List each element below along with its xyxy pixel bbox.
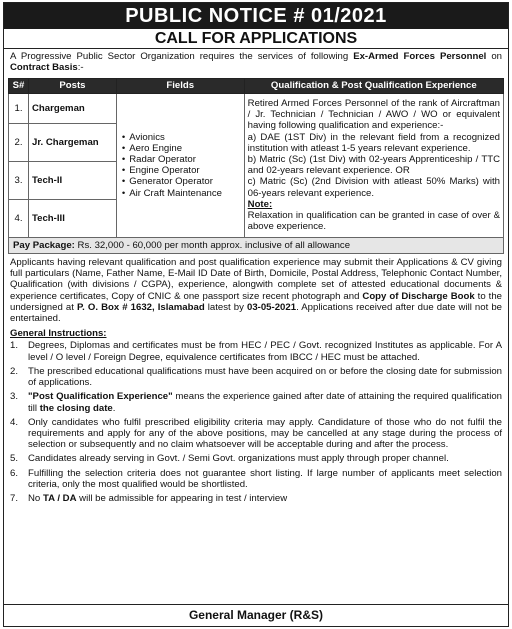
row-post: Chargeman (28, 93, 116, 123)
list-item: • Air Craft Maintenance (122, 188, 241, 199)
table-row (9, 93, 504, 123)
list-item: • Aero Engine (122, 143, 241, 154)
row-sno: 4. (9, 199, 29, 237)
qualification-b: b) Matric (Sc) (1st Div) with 02-years Apprenticeship / TTC and 02-years relevant experience. OR (247, 153, 500, 177)
pay-label: Pay Package: (13, 239, 75, 251)
list-item: 6. Fulfilling the selection criteria does not guarantee short listing. If large number of applicants meet selection criteria, only the most qualified would be shortlisted. (10, 467, 502, 490)
table-header-row (9, 79, 504, 93)
row-sno: 3. (9, 161, 29, 199)
note-text: Relaxation in qualification can be granted in case of over & above experience. (247, 210, 500, 233)
header-fields: Fields (116, 79, 244, 93)
header-posts: Posts (28, 79, 116, 93)
list-item: • Engine Operator (122, 165, 241, 176)
header-sno: S# (9, 79, 29, 93)
qualification-c: c) Matric (Sc) (2nd Division with atleast 50% Marks) with 06-years relevant experience. (247, 176, 500, 199)
list-item: 2. The prescribed educational qualifications must have been acquired on or before the closing date for submission of applications. (10, 365, 502, 389)
row-sno: 1. (9, 93, 29, 123)
pay-value: Rs. 32,000 - 60,000 per month approx. inclusive of all allowance (74, 239, 351, 251)
list-item: 4. Only candidates who fulfil prescribed eligibility criteria may apply. Candidature of those who do not fulfil the requirements and apply for any of the above positions, may be cancelled at any stage during the process of selection or subsequently and no claim whatsoever will be acceptable during and after the process. (10, 416, 502, 451)
signatory: General Manager (R&S) (4, 604, 508, 626)
list-item: • Avionics (122, 132, 241, 143)
intro-paragraph: A Progressive Public Sector Organization requires the services of following Ex-Armed Forces Personnel on Contract Basis:- (10, 51, 503, 74)
header-qualification: Qualification & Post Qualification Experience (244, 79, 503, 93)
list-item: 1. Degrees, Diplomas and certificates must be from HEC / PEC / Govt. recognized Institutes as applicable. For A level / O level / Foreign Degree, equivalence certificates from IBCC / HEC must be attached. (10, 340, 502, 363)
positions-table (8, 78, 504, 253)
instructions-heading: General Instructions: (10, 328, 107, 340)
list-item: 7. No TA / DA will be admissible for appearing in test / interview (10, 493, 288, 505)
pay-package-cell (9, 237, 504, 253)
note-heading: Note: (247, 198, 273, 210)
notice-subtitle: CALL FOR APPLICATIONS (4, 29, 508, 49)
fields-list (120, 132, 241, 199)
application-paragraph: Applicants having relevant qualification and post qualification experience may submit their Applications & CV giving full particulars (Name, Father Name, E-Mail ID Date of Birth, Domicile, Postal Address, Telephonic Contact Number, Qualification (with divisions / CGPA), experience, alongwith complete set of attested educational documents & experience certificates, Copy of CNIC & one passport size recent photograph and Copy of Discharge Book to the undersigned at P. O. Box # 1632, Islamabad latest by 03-05-2021. Applications received after due date will not be entertained. (10, 256, 502, 324)
row-post: Tech-II (28, 161, 116, 199)
list-item: 3. "Post Qualification Experience" means the experience gained after date of attaining the required qualification till the closing date. (10, 391, 503, 414)
row-post: Tech-III (28, 199, 116, 237)
list-item: • Generator Operator (122, 176, 241, 187)
qualification-intro: Retired Armed Forces Personnel of the rank of Aircraftman / Jr. Technician / Technician / AWO / WO or equivalent having following qualification and experience:- (247, 97, 500, 132)
row-post: Jr. Chargeman (28, 123, 116, 161)
list-item: 5. Candidates already serving in Govt. / Semi Govt. organizations must apply through proper channel. (10, 453, 449, 465)
notice-title: PUBLIC NOTICE # 01/2021 (4, 3, 508, 29)
qualification-cell (244, 93, 503, 237)
instructions-list (4, 340, 508, 504)
list-item: • Radar Operator (122, 154, 241, 165)
row-sno: 2. (9, 123, 29, 161)
fields-cell (116, 93, 244, 237)
qualification-a: a) DAE (1ST Div) in the relevant field from a recognized institution with atleast 1-5 years relevant experience. (247, 131, 500, 154)
pay-package-row (9, 237, 504, 253)
notice-page (3, 2, 509, 627)
